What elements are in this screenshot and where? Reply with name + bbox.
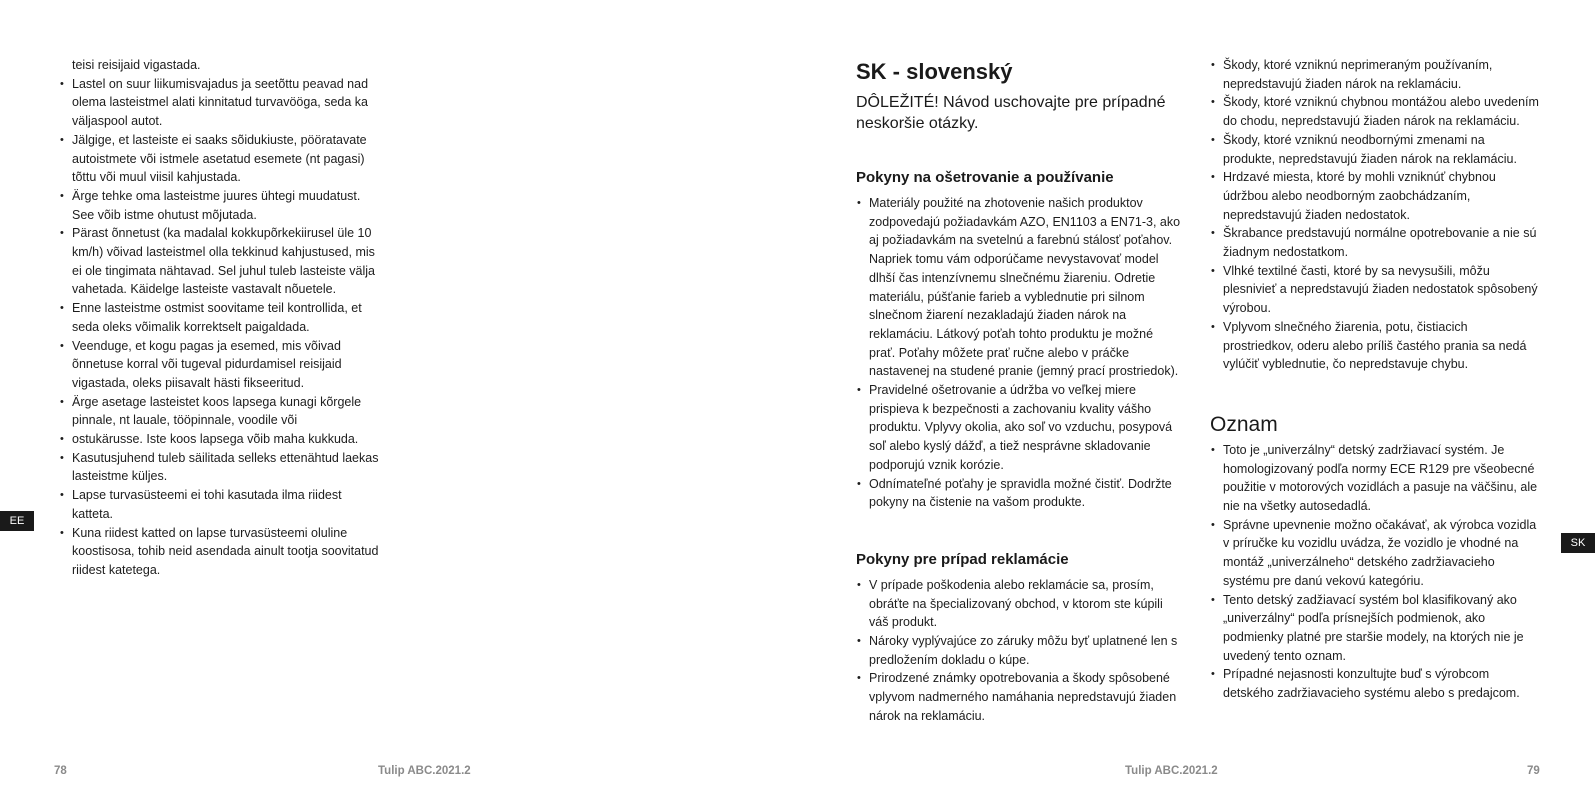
list-item: • Materiály použité na zhotovenie našich produktov zodpovedajú požiadavkám AZO, EN1103 a EN71-3, ako aj požiadavkám na svetelnú a farebnú stálosť poťahov. Napriek tomu vám odporúčame nevystavovať model dlhší čas intenzívnemu slnečnému žiareniu. Odretie materiálu, púšťanie farieb a vyblednutie pri silnom slnečnom žiarení nezakladajú žiaden nárok na reklamáciu. Látkový poťah tohto produktu je možné prať. Poťahy môžete prať ručne alebo v práčke nastavenej na studené pranie (jemný prací prostriedok). [856,194,1182,381]
list-item: • Lastel on suur liikumisvajadus ja seetõttu peavad nad olema lasteistmel alati kinnitatud turvavööga, seda ka väljaspool autot. [59,75,384,131]
list-item: • Pärast õnnetust (ka madalal kokkupõrkekiirusel üle 10 km/h) võivad lasteistmel olla tekkinud kahjustused, mis ei ole tingimata nähtavad. Sel juhul tuleb lasteiste välja vahetada. Käidelge lasteiste vastavalt nõuetele. [59,224,384,299]
claims-heading: Pokyny pre prípad reklamácie [856,550,1069,568]
list-item: • Enne lasteistme ostmist soovitame teil kontrollida, et seda oleks võimalik korrektselt paigaldada. [59,299,384,336]
footer-product-left: Tulip ABC.2021.2 [378,765,471,777]
list-item: • ostukärusse. Iste koos lapsega võib maha kukkuda. [59,430,384,449]
footer-product-right: Tulip ABC.2021.2 [1125,765,1218,777]
list-item: • Tento detský zadžiavací systém bol klasifikovaný ako „univerzálny“ podľa prísnejších podmienok, ako podmienky platné pre staršie modely, na ktorých nie je uvedený tento oznam. [1210,591,1540,666]
list-item: • Hrdzavé miesta, ktoré by mohli vzniknúť chybnou údržbou alebo neodborným zaobchádzaním, nepredstavujú žiaden nedostatok. [1210,168,1540,224]
right-page-column-1 [856,58,1182,726]
claims-bullet-list [856,576,1182,726]
right-page-column-2 [1210,56,1540,703]
language-tab-ee: EE [0,511,34,531]
care-bullet-list [856,194,1182,512]
list-item: • Toto je „univerzálny“ detský zadržiavací systém. Je homologizovaný podľa normy ECE R129 pre všeobecné použitie v motorových vozidlách a pasuje na väčšinu, ale nie na všetky autosedadlá. [1210,441,1540,516]
list-item: • Prirodzené známky opotrebovania a škody spôsobené vplyvom nadmerného namáhania nepredstavujú žiaden nárok na reklamáciu. [856,669,1182,725]
list-item: • Jälgige, et lasteiste ei saaks sõidukiuste, pööratavate autoistmete või istmele asetatud esemete (nt pagasi) tõttu või muul viisil kahjustada. [59,131,384,187]
care-heading: Pokyny na ošetrovanie a používanie [856,169,1114,186]
notice-bullet-list [1210,441,1540,703]
list-item: • Prípadné nejasnosti konzultujte buď s výrobcom detského zadržiavacieho systému alebo s predajcom. [1210,665,1540,702]
list-item: • Pravidelné ošetrovanie a údržba vo veľkej miere prispieva k bezpečnosti a zachovaniu kvality vášho produktu. Vplyvy okolia, ako soľ vo vzduchu, posypová soľ alebo kyslý dážď, a tiež nesprávne skladovanie podporujú vznik korózie. [856,381,1182,475]
list-item: • Vplyvom slnečného žiarenia, potu, čistiacich prostriedkov, oderu alebo príliš častého prania sa nedá vylúčiť vyblednutie, čo nepredstavuje chybu. [1210,318,1540,374]
footer-page-number-right: 79 [1527,765,1540,777]
list-item: • Správne upevnenie možno očakávať, ak výrobca vozidla v príručke ku vozidlu uvádza, že vozidlo je vhodné na montáž „univerzálneho“ detského zadržiavacieho systému pre danú vekovú kategóriu. [1210,516,1540,591]
damage-bullet-list [1210,56,1540,374]
list-item: • Lapse turvasüsteemi ei tohi kasutada ilma riidest katteta. [59,486,384,523]
left-page-bullets-column [59,56,384,580]
list-item: • Ärge tehke oma lasteistme juures ühtegi muudatust. See võib istme ohutust mõjutada. [59,187,384,224]
list-item: • Škody, ktoré vzniknú chybnou montážou alebo uvedením do chodu, nepredstavujú žiaden nárok na reklamáciu. [1210,93,1540,130]
notice-heading: Oznam [1210,412,1278,436]
list-item: • Škody, ktoré vzniknú neprimeraným používaním, nepredstavujú žiaden nárok na reklamáciu. [1210,56,1540,93]
footer-page-number-left: 78 [54,765,67,777]
list-item: • V prípade poškodenia alebo reklamácie sa, prosím, obráťte na špecializovaný obchod, v ktorom ste kúpili váš produkt. [856,576,1182,632]
list-item: • Vlhké textilné časti, ktoré by sa nevysušili, môžu plesnivieť a nepredstavujú žiaden nedostatok spôsobený výrobou. [1210,262,1540,318]
list-item: teisi reisijaid vigastada. [72,58,201,72]
list-item: • Škrabance predstavujú normálne opotrebovanie a nie sú žiadnym nedostatkom. [1210,224,1540,261]
list-item: • Ärge asetage lasteistet koos lapsega kunagi kõrgele pinnale, nt lauale, tööpinnale, voodile või [59,393,384,430]
left-bullet-list [59,56,384,580]
section-subtitle: DÔLEŽITÉ! Návod uschovajte pre prípadné neskoršie otázky. [856,94,1166,132]
list-item: • Škody, ktoré vzniknú neodbornými zmenami na produkte, nepredstavujú žiaden nárok na reklamáciu. [1210,131,1540,168]
list-item: • Kuna riidest katted on lapse turvasüsteemi oluline koostisosa, tohib neid asendada ainult tootja soovitatud riidest katetega. [59,524,384,580]
section-title: SK - slovenský [856,59,1013,84]
list-item: • Veenduge, et kogu pagas ja esemed, mis võivad õnnetuse korral või tugeval pidurdamisel reisijaid vigastada, oleks piisavalt hästi fikseeritud. [59,337,384,393]
language-tab-sk: SK [1561,533,1595,553]
list-item: • Nároky vyplývajúce zo záruky môžu byť uplatnené len s predložením dokladu o kúpe. [856,632,1182,669]
list-item: • Odnímateľné poťahy je spravidla možné čistiť. Dodržte pokyny na čistenie na vašom produkte. [856,475,1182,512]
list-item: • Kasutusjuhend tuleb säilitada selleks ettenähtud laekas lasteistme küljes. [59,449,384,486]
